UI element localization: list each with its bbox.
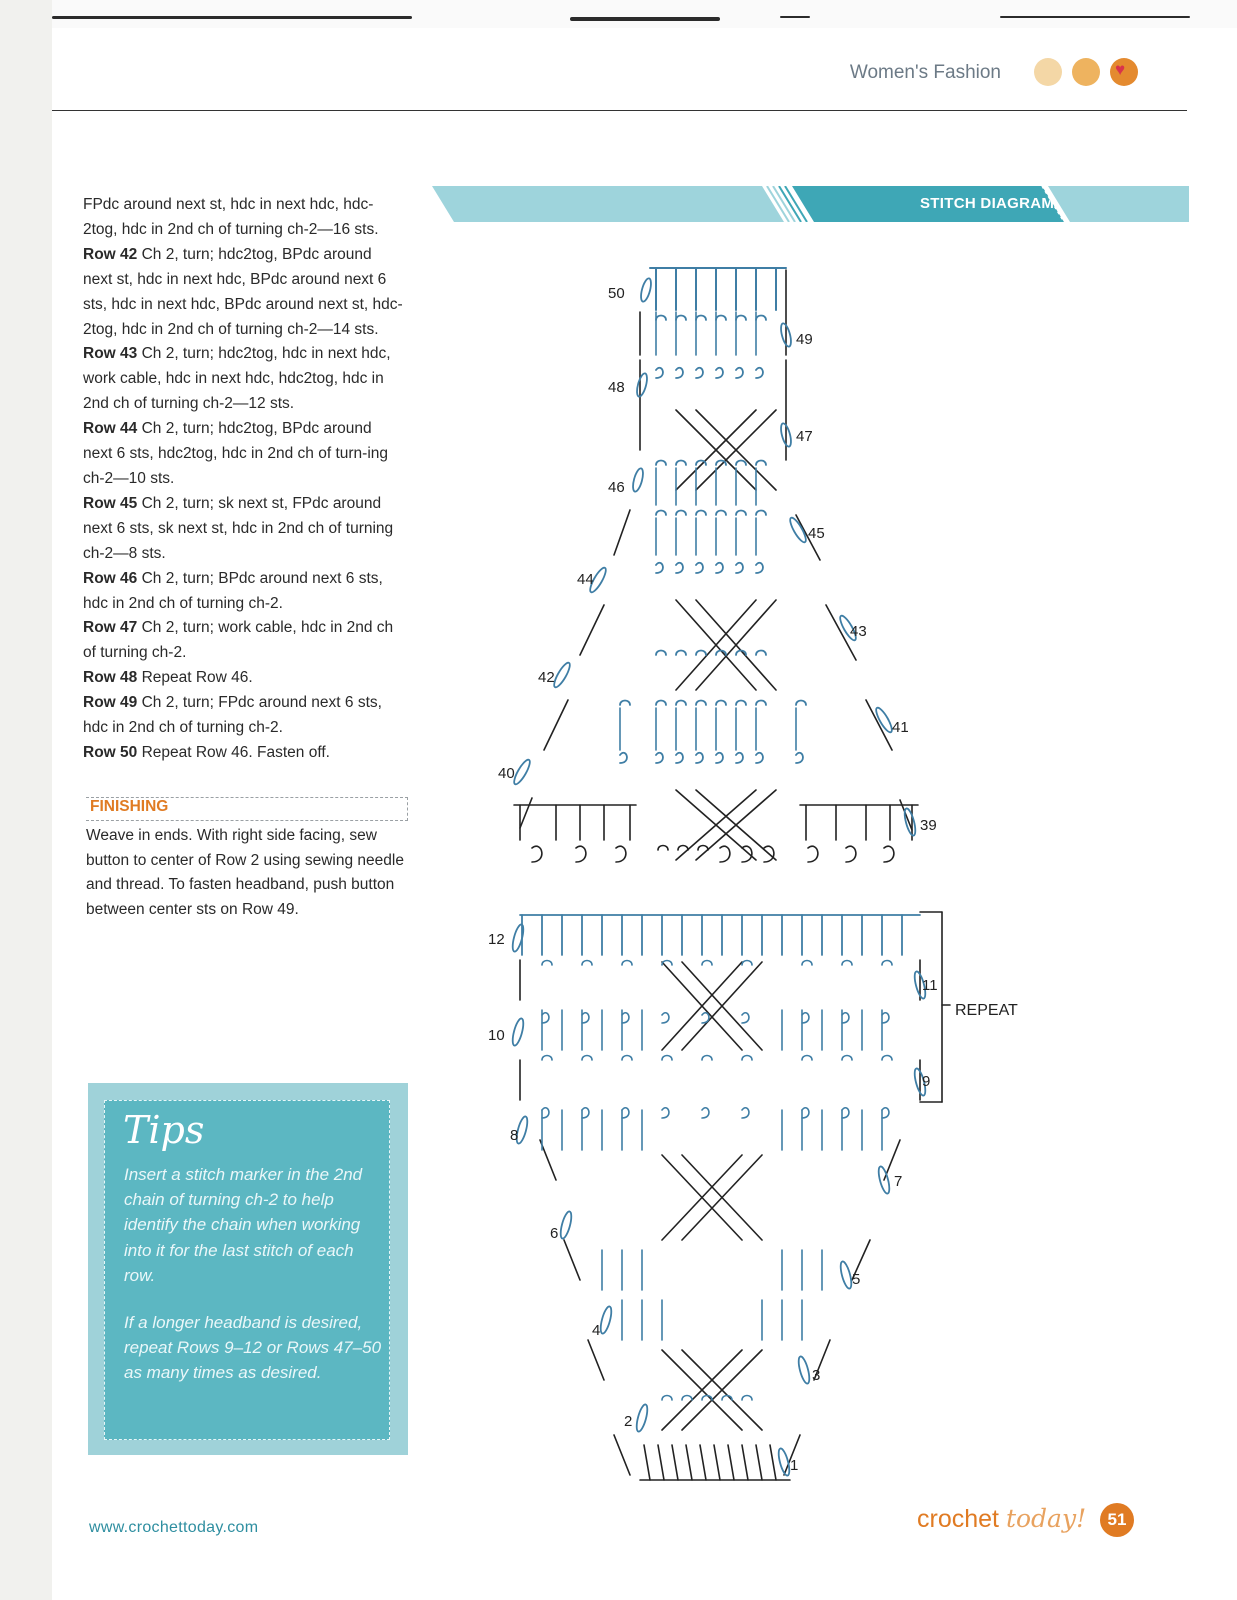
row-number-label: 9 xyxy=(922,1073,931,1090)
row-number-label: 8 xyxy=(510,1127,519,1144)
row-number-label: 49 xyxy=(796,331,813,348)
row-number-label: 41 xyxy=(892,719,909,736)
pattern-paragraph: Row 46 Ch 2, turn; BPdc around next 6 sts, hdc in 2nd ch of turning ch-2. xyxy=(83,569,383,612)
footer-url[interactable]: www.crochettoday.com xyxy=(89,1519,259,1536)
row-number-label: 47 xyxy=(796,428,813,445)
brand-main: crochet xyxy=(917,1505,999,1533)
finishing-heading: FINISHING xyxy=(90,798,169,815)
diagram-top-section xyxy=(498,268,937,862)
pattern-paragraph: Row 42 Ch 2, turn; hdc2tog, BPdc around next st, hdc in next hdc, BPdc around next 6 sts, hdc in next hdc, BPdc around next st, hdc-2tog, hdc in 2nd ch of turning ch-2—14 sts. xyxy=(83,245,403,338)
stitch-diagram-title: STITCH DIAGRAM xyxy=(920,195,1055,212)
scan-artifact xyxy=(570,17,720,21)
tips-paragraph: Insert a stitch marker in the 2nd chain of turning ch-2 to help identify the chain when working into it for the last stitch of each row. xyxy=(124,1165,363,1285)
pattern-paragraph: FPdc around next st, hdc in next hdc, hdc-2tog, hdc in 2nd ch of turning ch-2—16 sts. xyxy=(83,196,379,238)
scan-artifact xyxy=(52,16,412,19)
stitch-diagram-banner xyxy=(432,186,1189,222)
tips-paragraph: If a longer headband is desired, repeat Rows 9–12 or Rows 47–50 as many times as desired. xyxy=(124,1313,382,1383)
header-divider xyxy=(52,110,1187,111)
stitch-diagram xyxy=(480,250,1090,1500)
pattern-paragraph: Row 50 Repeat Row 46. Fasten off. xyxy=(83,743,330,761)
row-number-label: 46 xyxy=(608,479,625,496)
row-number-label: 39 xyxy=(920,817,937,834)
brand-script: today! xyxy=(1005,1504,1087,1533)
section-title: Women's Fashion xyxy=(849,62,1001,83)
row-number-label: 12 xyxy=(488,931,505,948)
row-number-label: 3 xyxy=(812,1367,821,1384)
scan-margin xyxy=(0,0,52,1600)
page-number: 51 xyxy=(1100,1503,1134,1537)
scan-artifact xyxy=(1000,16,1190,18)
row-number-label: 6 xyxy=(550,1225,559,1242)
row-number-label: 50 xyxy=(608,285,625,302)
row-number-label: 11 xyxy=(922,977,938,994)
row-number-label: 7 xyxy=(894,1173,903,1190)
row-number-label: 45 xyxy=(808,525,825,542)
scan-top-margin xyxy=(52,0,1237,28)
row-number-label: 2 xyxy=(624,1413,633,1430)
pattern-paragraph: Row 47 Ch 2, turn; work cable, hdc in 2nd ch of turning ch-2. xyxy=(83,619,394,662)
tips-title: Tips xyxy=(123,1108,205,1152)
finishing-text: Weave in ends. With right side facing, sew button to center of Row 2 using sewing needle and thread. To fasten headband, push button between center sts on Row 49. xyxy=(86,827,404,918)
pattern-paragraph: Row 48 Repeat Row 46. xyxy=(83,669,253,687)
row-number-label: 42 xyxy=(538,669,555,686)
diagram-bottom-section xyxy=(488,912,1018,1480)
heart-icon: ♥ xyxy=(1115,60,1126,79)
pattern-paragraph: Row 44 Ch 2, turn; hdc2tog, BPdc around next 6 sts, hdc2tog, hdc in 2nd ch of turn-ing ch-2—10 sts. xyxy=(83,420,389,487)
skill-level-dot-icon xyxy=(1034,58,1062,86)
pattern-instructions xyxy=(83,193,405,766)
pattern-paragraph: Row 45 Ch 2, turn; sk next st, FPdc around next 6 sts, sk next st, hdc in 2nd ch of turning ch-2—8 sts. xyxy=(83,494,394,562)
pattern-paragraph: Row 43 Ch 2, turn; hdc2tog, hdc in next hdc, work cable, hdc in next hdc, hdc2tog, hdc in 2nd ch of turning ch-2—12 sts. xyxy=(83,345,391,413)
row-number-label: 40 xyxy=(498,765,515,782)
row-number-label: 10 xyxy=(488,1027,505,1044)
row-number-label: 4 xyxy=(592,1322,601,1339)
footer-brand xyxy=(917,1504,1086,1534)
pattern-paragraph: Row 49 Ch 2, turn; FPdc around next 6 sts, hdc in 2nd ch of turning ch-2. xyxy=(83,694,382,737)
row-number-label: 44 xyxy=(577,571,594,588)
skill-level-dot-icon xyxy=(1072,58,1100,86)
row-number-label: 5 xyxy=(852,1271,861,1288)
row-number-label: 48 xyxy=(608,379,625,396)
row-number-label: 43 xyxy=(850,623,867,640)
row-number-label: 1 xyxy=(790,1457,799,1474)
repeat-label: REPEAT xyxy=(955,1002,1018,1019)
scan-artifact xyxy=(780,16,810,18)
